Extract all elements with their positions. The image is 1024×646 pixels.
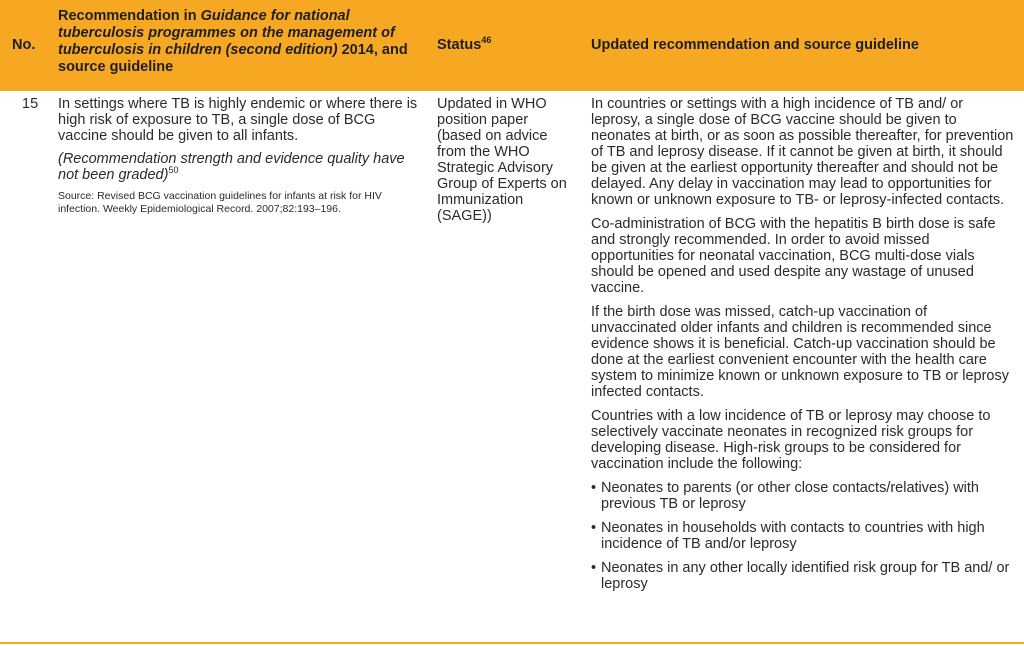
list-item xyxy=(591,560,1016,592)
header-rec-suffix: 2014, and source guideline xyxy=(58,42,408,75)
header-updated: Updated recommendation and source guideline xyxy=(591,37,919,53)
recommendation-note xyxy=(58,151,424,183)
header-divider xyxy=(0,88,1024,91)
row-number: 15 xyxy=(22,96,39,112)
bullet-icon: • xyxy=(591,560,597,576)
risk-group-list xyxy=(591,480,1016,592)
updated-recommendation-cell xyxy=(591,96,1016,600)
list-item-text: Neonates in households with contacts to countries with high incidence of TB and/or leprosy xyxy=(601,520,985,552)
list-item xyxy=(591,520,1016,552)
header-status-footnote: 46 xyxy=(481,35,492,46)
updated-paragraph: In countries or settings with a high incidence of TB and/ or leprosy, a single dose of BCG vaccine should be given to neonates at birth, or as soon as possible thereafter, for prevention of TB and leprosy disease. If it cannot be given at birth, it should be given at the earliest opportunity thereafter and should not be delayed. Any delay in vaccination may lead to opportunities for known or unknown exposure to TB- or leprosy-infected contacts. xyxy=(591,96,1014,208)
recommendation-source: Source: Revised BCG vaccination guidelines for infants at risk for HIV infection. Weekly Epidemiological Record. 2007;82:193–196. xyxy=(58,190,382,215)
updated-paragraph: Co-administration of BCG with the hepatitis B birth dose is safe and strongly recommended. In order to avoid missed opportunities for neonatal vaccination, BCG multi-dose vials should be opened and used despite any wastage of unused vaccine. xyxy=(591,216,996,296)
bullet-icon: • xyxy=(591,520,597,536)
header-recommendation xyxy=(58,8,418,76)
list-item-text: Neonates to parents (or other close contacts/relatives) with previous TB or leprosy xyxy=(601,480,979,512)
list-item-text: Neonates in any other locally identified risk group for TB and/ or leprosy xyxy=(601,560,1010,592)
bullet-icon: • xyxy=(591,480,597,496)
table-bottom-rule xyxy=(0,642,1024,644)
list-item xyxy=(591,480,1016,512)
recommendation-text: In settings where TB is highly endemic or where there is high risk of exposure to TB, a single dose of BCG vaccine should be given to all infants. xyxy=(58,96,418,144)
table-header xyxy=(0,0,1024,88)
note-footnote: 50 xyxy=(168,165,179,176)
header-rec-title: Guidance for national tuberculosis programmes on the management of tuberculosis in children (second edition) xyxy=(58,8,395,58)
header-number: No. xyxy=(12,37,36,53)
status-cell: Updated in WHO position paper (based on advice from the WHO Strategic Advisory Group of Experts on Immunization (SAGE)) xyxy=(437,96,567,224)
note-text: (Recommendation strength and evidence quality have not been graded) xyxy=(58,151,405,183)
updated-paragraph: Countries with a low incidence of TB or leprosy may choose to selectively vaccinate neonates in recognized risk groups for developing disease. High-risk groups to be considered for vaccination include the following: xyxy=(591,408,991,472)
recommendation-cell xyxy=(58,96,424,223)
updated-paragraph: If the birth dose was missed, catch-up vaccination of unvaccinated older infants and children is recommended since evidence shows it is beneficial. Catch-up vaccination should be done at the earliest convenient encounter with the health care system to minimize known or unknown exposure to TB or leprosy infected contacts. xyxy=(591,304,1009,400)
header-status xyxy=(437,37,491,54)
header-rec-prefix: Recommendation in xyxy=(58,8,201,24)
header-status-label: Status xyxy=(437,37,482,53)
